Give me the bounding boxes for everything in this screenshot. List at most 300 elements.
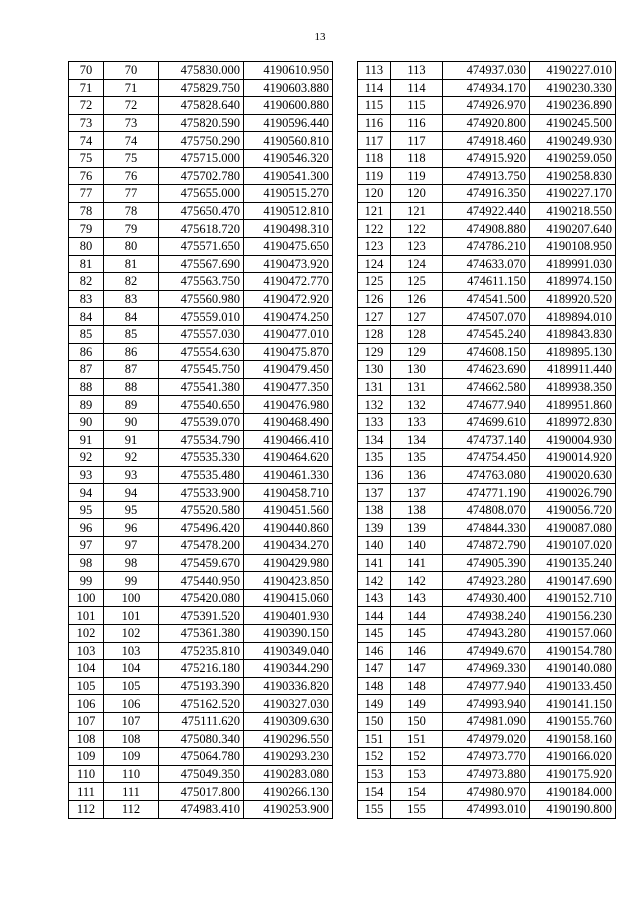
point-number-cell: 122	[358, 220, 391, 238]
coordinate-y-cell: 4190147.690	[530, 572, 616, 590]
point-id-cell: 70	[104, 62, 159, 80]
point-number-cell: 76	[69, 167, 104, 185]
point-number-cell: 96	[69, 519, 104, 537]
point-number-cell: 110	[69, 765, 104, 783]
coordinate-x-cell: 474662.580	[443, 378, 530, 396]
table-row	[69, 677, 333, 695]
coordinate-y-cell: 4190541.300	[244, 167, 333, 185]
point-number-cell: 97	[69, 537, 104, 555]
coordinate-y-cell: 4190512.810	[244, 202, 333, 220]
coordinate-y-cell: 4190479.450	[244, 361, 333, 379]
table-row	[69, 660, 333, 678]
table-row	[358, 396, 616, 414]
point-number-cell: 128	[358, 325, 391, 343]
point-id-cell: 134	[391, 431, 443, 449]
point-id-cell: 143	[391, 589, 443, 607]
table-row	[69, 325, 333, 343]
point-id-cell: 137	[391, 484, 443, 502]
point-number-cell: 155	[358, 800, 391, 818]
point-number-cell: 154	[358, 783, 391, 801]
table-row	[358, 413, 616, 431]
coordinate-y-cell: 4190236.890	[530, 97, 616, 115]
point-id-cell: 75	[104, 149, 159, 167]
coordinate-x-cell: 475828.640	[159, 97, 244, 115]
table-row	[358, 290, 616, 308]
table-row	[358, 361, 616, 379]
coordinate-x-cell: 474915.920	[443, 149, 530, 167]
coordinate-x-cell: 474771.190	[443, 484, 530, 502]
point-id-cell: 141	[391, 554, 443, 572]
coordinate-y-cell: 4189920.520	[530, 290, 616, 308]
table-row	[358, 501, 616, 519]
coordinate-x-cell: 474737.140	[443, 431, 530, 449]
point-number-cell: 88	[69, 378, 104, 396]
point-number-cell: 91	[69, 431, 104, 449]
table-row	[69, 642, 333, 660]
coordinate-x-cell: 474844.330	[443, 519, 530, 537]
coordinate-x-cell: 475080.340	[159, 730, 244, 748]
coordinate-y-cell: 4190296.550	[244, 730, 333, 748]
coordinate-x-cell: 474608.150	[443, 343, 530, 361]
table-row	[69, 273, 333, 291]
point-id-cell: 87	[104, 361, 159, 379]
coordinate-y-cell: 4190108.950	[530, 237, 616, 255]
table-row	[358, 343, 616, 361]
table-row	[358, 484, 616, 502]
coordinate-y-cell: 4190600.880	[244, 97, 333, 115]
point-number-cell: 139	[358, 519, 391, 537]
coordinate-x-cell: 474993.010	[443, 800, 530, 818]
point-number-cell: 103	[69, 642, 104, 660]
coordinate-y-cell: 4190466.410	[244, 431, 333, 449]
table-row	[69, 431, 333, 449]
point-id-cell: 98	[104, 554, 159, 572]
point-id-cell: 152	[391, 748, 443, 766]
coordinate-y-cell: 4190461.330	[244, 466, 333, 484]
coordinate-y-cell: 4190477.010	[244, 325, 333, 343]
coordinate-y-cell: 4190451.560	[244, 501, 333, 519]
coordinate-x-cell: 475715.000	[159, 149, 244, 167]
point-number-cell: 99	[69, 572, 104, 590]
point-number-cell: 85	[69, 325, 104, 343]
coordinates-table-right-body	[358, 62, 616, 819]
point-id-cell: 123	[391, 237, 443, 255]
point-number-cell: 132	[358, 396, 391, 414]
coordinate-x-cell: 475750.290	[159, 132, 244, 150]
coordinate-x-cell: 475535.330	[159, 449, 244, 467]
table-row	[358, 572, 616, 590]
coordinate-x-cell: 474913.750	[443, 167, 530, 185]
coordinate-y-cell: 4190423.850	[244, 572, 333, 590]
coordinate-y-cell: 4190155.760	[530, 712, 616, 730]
table-row	[358, 79, 616, 97]
coordinate-x-cell: 474980.970	[443, 783, 530, 801]
point-id-cell: 71	[104, 79, 159, 97]
point-id-cell: 93	[104, 466, 159, 484]
point-id-cell: 108	[104, 730, 159, 748]
coordinate-x-cell: 475829.750	[159, 79, 244, 97]
coordinate-x-cell: 475830.000	[159, 62, 244, 80]
point-number-cell: 114	[358, 79, 391, 97]
table-row	[358, 97, 616, 115]
table-row	[69, 308, 333, 326]
point-number-cell: 111	[69, 783, 104, 801]
point-id-cell: 76	[104, 167, 159, 185]
coordinate-y-cell: 4189895.130	[530, 343, 616, 361]
coordinate-x-cell: 474938.240	[443, 607, 530, 625]
coordinate-x-cell: 474908.880	[443, 220, 530, 238]
coordinate-y-cell: 4189991.030	[530, 255, 616, 273]
coordinate-x-cell: 475478.200	[159, 537, 244, 555]
coordinate-x-cell: 474920.800	[443, 114, 530, 132]
table-row	[69, 114, 333, 132]
coordinate-y-cell: 4190249.930	[530, 132, 616, 150]
page-number: 13	[314, 31, 326, 43]
point-number-cell: 77	[69, 185, 104, 203]
coordinate-x-cell: 474979.020	[443, 730, 530, 748]
coordinate-x-cell: 474808.070	[443, 501, 530, 519]
coordinate-y-cell: 4190476.980	[244, 396, 333, 414]
coordinate-y-cell: 4190140.080	[530, 660, 616, 678]
coordinate-y-cell: 4190157.060	[530, 625, 616, 643]
coordinate-x-cell: 474937.030	[443, 62, 530, 80]
point-id-cell: 85	[104, 325, 159, 343]
table-row	[358, 589, 616, 607]
table-row	[358, 325, 616, 343]
point-id-cell: 74	[104, 132, 159, 150]
point-number-cell: 82	[69, 273, 104, 291]
point-number-cell: 121	[358, 202, 391, 220]
coordinate-y-cell: 4189974.150	[530, 273, 616, 291]
point-number-cell: 70	[69, 62, 104, 80]
table-row	[69, 625, 333, 643]
point-id-cell: 126	[391, 290, 443, 308]
table-row	[358, 625, 616, 643]
point-id-cell: 132	[391, 396, 443, 414]
coordinate-y-cell: 4190266.130	[244, 783, 333, 801]
coordinate-y-cell: 4190230.330	[530, 79, 616, 97]
point-id-cell: 117	[391, 132, 443, 150]
coordinate-y-cell: 4190152.710	[530, 589, 616, 607]
coordinates-table-left	[68, 61, 333, 819]
point-id-cell: 91	[104, 431, 159, 449]
coordinate-x-cell: 475193.390	[159, 677, 244, 695]
point-number-cell: 151	[358, 730, 391, 748]
coordinate-y-cell: 4190401.930	[244, 607, 333, 625]
point-number-cell: 131	[358, 378, 391, 396]
coordinate-y-cell: 4190227.010	[530, 62, 616, 80]
point-number-cell: 106	[69, 695, 104, 713]
coordinate-x-cell: 474916.350	[443, 185, 530, 203]
point-number-cell: 105	[69, 677, 104, 695]
point-id-cell: 151	[391, 730, 443, 748]
point-id-cell: 135	[391, 449, 443, 467]
point-id-cell: 122	[391, 220, 443, 238]
point-id-cell: 111	[104, 783, 159, 801]
point-number-cell: 146	[358, 642, 391, 660]
point-id-cell: 102	[104, 625, 159, 643]
table-row	[69, 97, 333, 115]
table-row	[358, 449, 616, 467]
coordinate-x-cell: 474943.280	[443, 625, 530, 643]
coordinate-y-cell: 4190349.040	[244, 642, 333, 660]
point-number-cell: 120	[358, 185, 391, 203]
table-row	[69, 361, 333, 379]
coordinate-x-cell: 475702.780	[159, 167, 244, 185]
table-row	[358, 765, 616, 783]
coordinate-y-cell: 4190141.150	[530, 695, 616, 713]
table-row	[69, 730, 333, 748]
table-row	[358, 554, 616, 572]
table-row	[69, 607, 333, 625]
point-id-cell: 136	[391, 466, 443, 484]
coordinate-x-cell: 474918.460	[443, 132, 530, 150]
coordinate-y-cell: 4190475.650	[244, 237, 333, 255]
coordinate-y-cell: 4190546.320	[244, 149, 333, 167]
coordinate-x-cell: 474922.440	[443, 202, 530, 220]
point-number-cell: 78	[69, 202, 104, 220]
table-row	[69, 79, 333, 97]
coordinate-y-cell: 4190472.920	[244, 290, 333, 308]
point-number-cell: 108	[69, 730, 104, 748]
point-id-cell: 139	[391, 519, 443, 537]
point-id-cell: 146	[391, 642, 443, 660]
coordinate-y-cell: 4190458.710	[244, 484, 333, 502]
coordinate-x-cell: 475650.470	[159, 202, 244, 220]
point-number-cell: 107	[69, 712, 104, 730]
point-id-cell: 112	[104, 800, 159, 818]
point-number-cell: 152	[358, 748, 391, 766]
coordinate-y-cell: 4190415.060	[244, 589, 333, 607]
table-row	[69, 783, 333, 801]
point-id-cell: 105	[104, 677, 159, 695]
coordinate-x-cell: 474926.970	[443, 97, 530, 115]
point-number-cell: 87	[69, 361, 104, 379]
coordinate-x-cell: 475496.420	[159, 519, 244, 537]
point-number-cell: 89	[69, 396, 104, 414]
point-number-cell: 143	[358, 589, 391, 607]
coordinate-y-cell: 4190087.080	[530, 519, 616, 537]
point-number-cell: 113	[358, 62, 391, 80]
point-id-cell: 82	[104, 273, 159, 291]
table-row	[69, 413, 333, 431]
point-number-cell: 109	[69, 748, 104, 766]
coordinate-y-cell: 4189951.860	[530, 396, 616, 414]
table-row	[69, 132, 333, 150]
coordinate-y-cell: 4190218.550	[530, 202, 616, 220]
point-number-cell: 80	[69, 237, 104, 255]
point-id-cell: 124	[391, 255, 443, 273]
coordinate-y-cell: 4190056.720	[530, 501, 616, 519]
coordinate-y-cell: 4190258.830	[530, 167, 616, 185]
coordinate-x-cell: 474977.940	[443, 677, 530, 695]
point-id-cell: 88	[104, 378, 159, 396]
point-id-cell: 116	[391, 114, 443, 132]
point-number-cell: 72	[69, 97, 104, 115]
coordinates-table-right	[357, 61, 616, 819]
coordinate-y-cell: 4190498.310	[244, 220, 333, 238]
coordinate-x-cell: 475534.790	[159, 431, 244, 449]
point-id-cell: 133	[391, 413, 443, 431]
table-row	[358, 466, 616, 484]
point-number-cell: 90	[69, 413, 104, 431]
coordinate-y-cell: 4190390.150	[244, 625, 333, 643]
point-number-cell: 119	[358, 167, 391, 185]
point-number-cell: 153	[358, 765, 391, 783]
point-number-cell: 125	[358, 273, 391, 291]
point-id-cell: 106	[104, 695, 159, 713]
coordinate-y-cell: 4190020.630	[530, 466, 616, 484]
coordinate-y-cell: 4190603.880	[244, 79, 333, 97]
coordinate-x-cell: 474993.940	[443, 695, 530, 713]
point-number-cell: 98	[69, 554, 104, 572]
point-id-cell: 144	[391, 607, 443, 625]
coordinate-x-cell: 474872.790	[443, 537, 530, 555]
point-id-cell: 95	[104, 501, 159, 519]
coordinate-x-cell: 475563.750	[159, 273, 244, 291]
coordinate-x-cell: 474923.280	[443, 572, 530, 590]
point-number-cell: 148	[358, 677, 391, 695]
table-row	[358, 220, 616, 238]
coordinate-y-cell: 4190107.020	[530, 537, 616, 555]
point-id-cell: 154	[391, 783, 443, 801]
point-number-cell: 130	[358, 361, 391, 379]
point-id-cell: 78	[104, 202, 159, 220]
coordinate-y-cell: 4190190.800	[530, 800, 616, 818]
table-row	[358, 62, 616, 80]
coordinate-y-cell: 4190477.350	[244, 378, 333, 396]
coordinate-x-cell: 474633.070	[443, 255, 530, 273]
table-row	[358, 255, 616, 273]
point-id-cell: 125	[391, 273, 443, 291]
coordinate-x-cell: 475064.780	[159, 748, 244, 766]
coordinate-y-cell: 4190309.630	[244, 712, 333, 730]
coordinate-y-cell: 4190133.450	[530, 677, 616, 695]
table-row	[358, 308, 616, 326]
coordinate-x-cell: 475557.030	[159, 325, 244, 343]
point-number-cell: 141	[358, 554, 391, 572]
table-row	[358, 800, 616, 818]
coordinate-x-cell: 475420.080	[159, 589, 244, 607]
table-row	[69, 185, 333, 203]
coordinate-x-cell: 474545.240	[443, 325, 530, 343]
table-row	[69, 554, 333, 572]
point-number-cell: 150	[358, 712, 391, 730]
coordinate-x-cell: 475655.000	[159, 185, 244, 203]
table-row	[69, 290, 333, 308]
table-row	[69, 712, 333, 730]
coordinate-x-cell: 475539.070	[159, 413, 244, 431]
point-id-cell: 120	[391, 185, 443, 203]
point-number-cell: 92	[69, 449, 104, 467]
coordinate-x-cell: 475111.620	[159, 712, 244, 730]
coordinate-y-cell: 4190156.230	[530, 607, 616, 625]
coordinate-x-cell: 475459.670	[159, 554, 244, 572]
coordinate-x-cell: 474699.610	[443, 413, 530, 431]
coordinate-y-cell: 4190293.230	[244, 748, 333, 766]
point-number-cell: 101	[69, 607, 104, 625]
coordinate-y-cell: 4190610.950	[244, 62, 333, 80]
point-number-cell: 129	[358, 343, 391, 361]
coordinate-y-cell: 4189911.440	[530, 361, 616, 379]
point-number-cell: 104	[69, 660, 104, 678]
coordinate-x-cell: 475541.380	[159, 378, 244, 396]
coordinate-y-cell: 4190184.000	[530, 783, 616, 801]
coordinate-x-cell: 474763.080	[443, 466, 530, 484]
point-number-cell: 86	[69, 343, 104, 361]
point-id-cell: 72	[104, 97, 159, 115]
table-row	[69, 378, 333, 396]
coordinate-y-cell: 4190026.790	[530, 484, 616, 502]
point-id-cell: 128	[391, 325, 443, 343]
point-id-cell: 89	[104, 396, 159, 414]
coordinate-x-cell: 474983.410	[159, 800, 244, 818]
table-row	[69, 62, 333, 80]
point-id-cell: 147	[391, 660, 443, 678]
coordinate-y-cell: 4190158.160	[530, 730, 616, 748]
table-row	[69, 202, 333, 220]
table-row	[69, 537, 333, 555]
coordinate-y-cell: 4189894.010	[530, 308, 616, 326]
table-row	[69, 589, 333, 607]
coordinate-x-cell: 474623.690	[443, 361, 530, 379]
point-id-cell: 90	[104, 413, 159, 431]
coordinate-y-cell: 4190473.920	[244, 255, 333, 273]
coordinate-y-cell: 4190434.270	[244, 537, 333, 555]
table-row	[69, 396, 333, 414]
coordinate-x-cell: 475216.180	[159, 660, 244, 678]
coordinate-x-cell: 475571.650	[159, 237, 244, 255]
table-row	[69, 765, 333, 783]
coordinate-x-cell: 474611.150	[443, 273, 530, 291]
point-number-cell: 123	[358, 237, 391, 255]
point-id-cell: 114	[391, 79, 443, 97]
point-id-cell: 121	[391, 202, 443, 220]
table-row	[358, 537, 616, 555]
coordinate-x-cell: 474677.940	[443, 396, 530, 414]
coordinate-y-cell: 4190327.030	[244, 695, 333, 713]
table-row	[358, 783, 616, 801]
coordinate-y-cell: 4190154.780	[530, 642, 616, 660]
point-number-cell: 100	[69, 589, 104, 607]
point-id-cell: 96	[104, 519, 159, 537]
point-number-cell: 93	[69, 466, 104, 484]
table-row	[69, 466, 333, 484]
coordinate-y-cell: 4190004.930	[530, 431, 616, 449]
point-number-cell: 134	[358, 431, 391, 449]
coordinate-y-cell: 4190440.860	[244, 519, 333, 537]
point-number-cell: 147	[358, 660, 391, 678]
table-row	[69, 220, 333, 238]
coordinate-y-cell: 4190336.820	[244, 677, 333, 695]
table-row	[69, 237, 333, 255]
point-number-cell: 115	[358, 97, 391, 115]
point-id-cell: 80	[104, 237, 159, 255]
point-id-cell: 119	[391, 167, 443, 185]
point-id-cell: 155	[391, 800, 443, 818]
point-number-cell: 142	[358, 572, 391, 590]
point-number-cell: 73	[69, 114, 104, 132]
point-id-cell: 140	[391, 537, 443, 555]
point-number-cell: 75	[69, 149, 104, 167]
coordinate-y-cell: 4190344.290	[244, 660, 333, 678]
point-id-cell: 73	[104, 114, 159, 132]
table-row	[358, 202, 616, 220]
point-number-cell: 84	[69, 308, 104, 326]
coordinate-x-cell: 475535.480	[159, 466, 244, 484]
table-row	[69, 484, 333, 502]
coordinate-x-cell: 474981.090	[443, 712, 530, 730]
